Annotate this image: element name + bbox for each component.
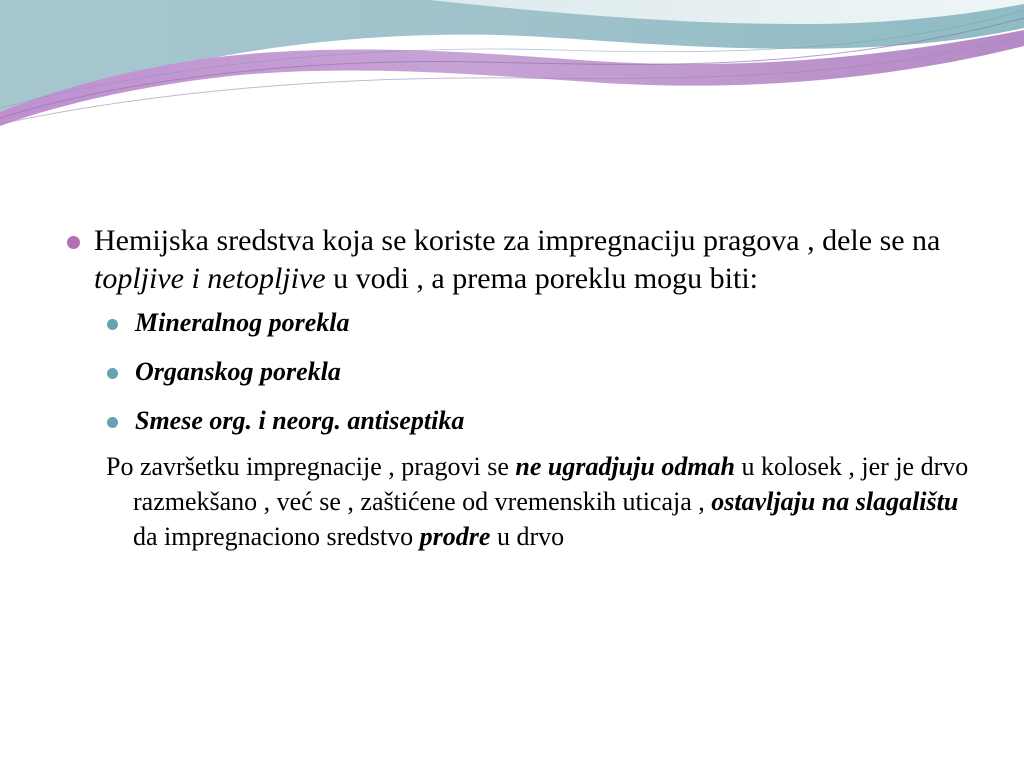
header-wave-decoration	[0, 0, 1024, 130]
note-text: u kolosek , jer je drvo razmekšano , već se , zaštićene od vremenskih uticaja ,	[133, 452, 969, 516]
bullet-dot-icon	[107, 417, 118, 428]
sub-item-text: Smese org. i neorg. antiseptika	[135, 406, 465, 435]
bullet-dot-icon	[67, 236, 80, 249]
slide-body	[62, 222, 982, 580]
sub-item-text: Organskog porekla	[135, 357, 341, 386]
note-emphasis: prodre	[419, 522, 491, 551]
main-bullet	[62, 222, 982, 298]
note-emphasis: ostavljaju na slagalištu	[711, 487, 959, 516]
main-bullet-text: Hemijska sredstva koja se koriste za impregnaciju pragova , dele se na	[94, 224, 941, 257]
note-paragraph	[106, 449, 982, 554]
note-text: Po završetku impregnacije , pragovi se	[106, 452, 516, 481]
sub-item-text: Mineralnog porekla	[135, 308, 350, 337]
main-bullet-text-end: u vodi , a prema poreklu mogu biti:	[325, 262, 759, 295]
sub-bullet-list	[62, 306, 982, 438]
note-text: da impregnaciono sredstvo	[133, 522, 420, 551]
list-item	[62, 355, 982, 389]
note-emphasis: ne ugradjuju odmah	[515, 452, 736, 481]
main-bullet-emphasis: topljive i netopljive	[94, 262, 326, 295]
bullet-dot-icon	[107, 368, 118, 379]
list-item	[62, 404, 982, 438]
bullet-dot-icon	[107, 319, 118, 330]
list-item	[62, 306, 982, 340]
note-text: u drvo	[490, 522, 565, 551]
